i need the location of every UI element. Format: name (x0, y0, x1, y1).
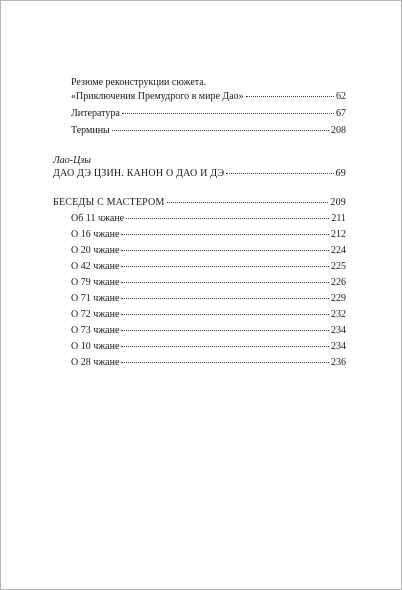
dot-leader (167, 202, 329, 203)
dot-leader (121, 266, 329, 267)
toc-subentry-title: О 73 чжане (71, 325, 120, 336)
dot-leader (226, 173, 333, 174)
toc-subentry (71, 308, 346, 321)
toc-subentry (71, 244, 346, 257)
toc-subentry-title: О 79 чжане (71, 277, 120, 288)
toc-subentry-page: 224 (331, 245, 346, 256)
toc-subentry (71, 228, 346, 241)
dot-leader (121, 314, 329, 315)
toc-subentry-title: Об 11 чжане (71, 213, 125, 224)
toc-entry-title: БЕСЕДЫ С МАСТЕРОМ (53, 197, 165, 208)
toc-subentry (71, 356, 346, 369)
toc-subentry-page: 212 (331, 229, 346, 240)
toc-subentry-page: 229 (331, 293, 346, 304)
dot-leader (246, 96, 334, 97)
dot-leader (112, 130, 329, 131)
toc-entry-title: Литература (71, 108, 120, 119)
toc-entry-page: 62 (336, 91, 346, 102)
toc-entry-title: Термины (71, 125, 110, 136)
toc-subentry-title: О 28 чжане (71, 357, 120, 368)
toc-entry-page: 209 (330, 197, 346, 208)
toc-subentry (71, 212, 346, 225)
toc-subentry (71, 340, 346, 353)
toc-subentry-title: О 20 чжане (71, 245, 120, 256)
toc-subentry-title: О 10 чжане (71, 341, 120, 352)
dot-leader (126, 218, 329, 219)
toc-subentry-title: О 42 чжане (71, 261, 120, 272)
toc-entry-daodejing (53, 167, 346, 180)
dot-leader (121, 346, 329, 347)
toc-entry-page: 67 (336, 108, 346, 119)
dot-leader (121, 298, 329, 299)
toc-entry-talks (53, 196, 346, 209)
dot-leader (121, 362, 329, 363)
toc-resume-line1: Резюме реконструкции сюжета. (71, 77, 207, 88)
toc-subentry (71, 324, 346, 337)
toc-author-laozi: Лао-Цзы (53, 155, 91, 166)
toc-entry-page: 69 (335, 168, 346, 179)
toc-subentry-page: 225 (331, 261, 346, 272)
toc-subentry (71, 276, 346, 289)
toc-subentry-page: 234 (331, 325, 346, 336)
dot-leader (121, 330, 329, 331)
toc-entry-resume (71, 90, 346, 103)
toc-entry-title: ДАО ДЭ ЦЗИН. КАНОН О ДАО И ДЭ (53, 168, 225, 179)
toc-subentry-title: О 72 чжане (71, 309, 120, 320)
toc-subentry (71, 292, 346, 305)
dot-leader (121, 282, 329, 283)
toc-subentry-page: 226 (331, 277, 346, 288)
toc-subentry-page: 211 (331, 213, 346, 224)
toc-subentry-title: О 71 чжане (71, 293, 120, 304)
toc-subentry-page: 234 (331, 341, 346, 352)
dot-leader (121, 250, 329, 251)
toc-subentry-page: 236 (331, 357, 346, 368)
dot-leader (122, 113, 334, 114)
toc-entry-literature (71, 107, 346, 120)
toc-entry-page: 208 (331, 125, 346, 136)
toc-entry-title: «Приключения Премудрого в мире Дао» (71, 91, 244, 102)
toc-subentry-title: О 16 чжане (71, 229, 120, 240)
toc-subentry-page: 232 (331, 309, 346, 320)
toc-entry-terms (71, 124, 346, 137)
dot-leader (121, 234, 329, 235)
toc-subentry (71, 260, 346, 273)
